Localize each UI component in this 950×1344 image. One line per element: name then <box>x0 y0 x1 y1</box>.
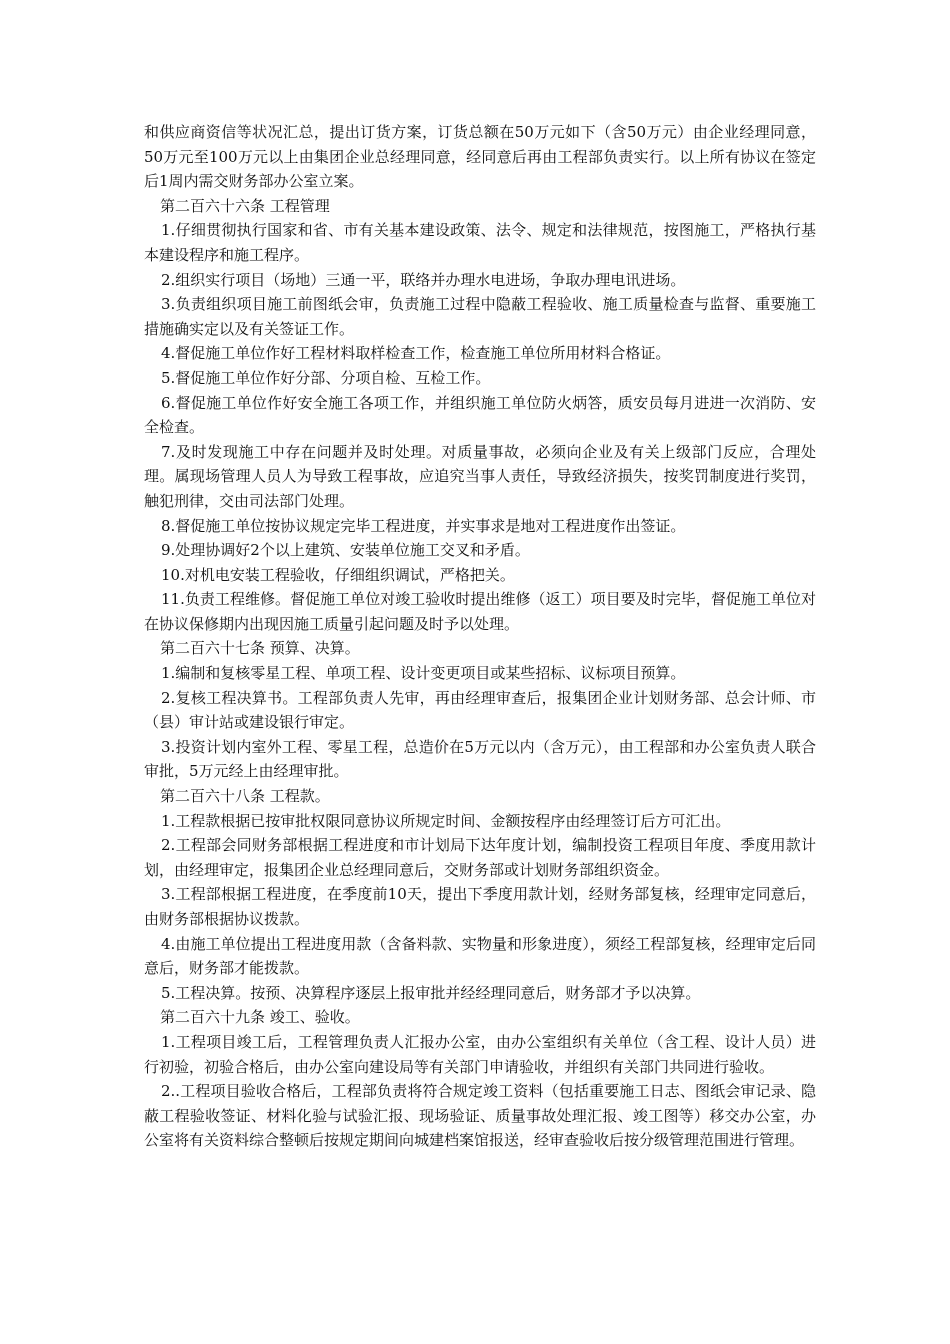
paragraph: 5.工程决算。按预、决算程序逐层上报审批并经经理同意后，财务部才予以决算。 <box>161 983 701 1002</box>
paragraph: 11.负责工程维修。督促施工单位对竣工验收时提出维修（返工）项目要及时完毕，督促施工单位对在协议保修期内出现因施工质量引起问题及时予以处理。 <box>144 590 816 633</box>
paragraph: 3.负责组织项目施工前图纸会审，负责施工过程中隐蔽工程验收、施工质量检查与监督、重要施工措施确实定以及有关签证工作。 <box>144 295 816 338</box>
paragraph: 7.及时发现施工中存在问题并及时处理。对质量事故，必须向企业及有关上级部门反应，合理处理。属现场管理人员人为导致工程事故，应追究当事人责任，导致经济损失，按奖罚制度进行奖罚，触犯刑律，交由司法部门处理。 <box>144 442 816 510</box>
paragraph: 1.仔细贯彻执行国家和省、市有关基本建设政策、法令、规定和法律规范，按图施工，严格执行基本建设程序和施工程序。 <box>144 221 816 264</box>
paragraph: 1.工程项目竣工后，工程管理负责人汇报办公室，由办公室组织有关单位（含工程、设计人员）进行初验，初验合格后，由办公室向建设局等有关部门申请验收，并组织有关部门共同进行验收。 <box>144 1032 816 1076</box>
article-heading: 第二百六十九条 竣工、验收。 <box>160 1008 360 1027</box>
paragraph: 1.工程款根据已按审批权限同意协议所规定时间、金额按程序由经理签订后方可汇出。 <box>161 811 731 830</box>
paragraph: 5.督促施工单位作好分部、分项自检、互检工作。 <box>161 368 491 387</box>
paragraph: 3.投资计划内室外工程、零星工程，总造价在5万元以内（含万元），由工程部和办公室负责人联合审批，5万元经上由经理审批。 <box>144 737 816 781</box>
paragraph: 4.由施工单位提出工程进度用款（含备料款、实物量和形象进度），须经工程部复核，经理审定后同意后，财务部才能拨款。 <box>144 934 816 978</box>
paragraph: 2.工程部会同财务部根据工程进度和市计划局下达年度计划，编制投资工程项目年度、季度用款计划，由经理审定，报集团企业总经理同意后，交财务部或计划财务部组织资金。 <box>144 836 816 879</box>
paragraph: 4.督促施工单位作好工程材料取样检查工作，检查施工单位所用材料合格证。 <box>161 344 671 363</box>
paragraph: 8.督促施工单位按协议规定完毕工程进度，并实事求是地对工程进度作出签证。 <box>161 516 686 535</box>
article-heading: 第二百六十八条 工程款。 <box>160 787 330 806</box>
document-page <box>144 120 816 1153</box>
paragraph: 2..工程项目验收合格后，工程部负责将符合规定竣工资料（包括重要施工日志、图纸会审记录、隐蔽工程验收签证、材料化验与试验汇报、现场验证、质量事故处理汇报、竣工图等）移交办公室，办公室将有关资料综合整顿后按规定期间向城建档案馆报送，经审查验收后按分级管理范围进行管理。 <box>144 1082 816 1150</box>
paragraph: 和供应商资信等状况汇总，提出订货方案，订货总额在50万元如下（含50万元）由企业经理同意，50万元至100万元以上由集团企业总经理同意，经同意后再由工程部负责实行。以上所有协议在签定后1周内需交财务部办公室立案。 <box>144 123 816 191</box>
paragraph: 3.工程部根据工程进度，在季度前10天，提出下季度用款计划，经财务部复核，经理审定同意后，由财务部根据协议拨款。 <box>144 885 816 928</box>
paragraph: 9.处理协调好2个以上建筑、安装单位施工交叉和矛盾。 <box>161 541 530 560</box>
paragraph: 2.复核工程决算书。工程部负责人先审，再由经理审查后，报集团企业计划财务部、总会计师、市（县）审计站或建设银行审定。 <box>144 688 816 732</box>
paragraph: 6.督促施工单位作好安全施工各项工作，并组织施工单位防火炳答，质安员每月进进一次消防、安全检查。 <box>144 393 816 437</box>
paragraph: 2.组织实行项目（场地）三通一平，联络并办理水电进场，争取办理电讯进场。 <box>161 270 686 289</box>
article-heading: 第二百六十六条 工程管理 <box>160 196 330 215</box>
paragraph: 10.对机电安装工程验收，仔细组织调试，严格把关。 <box>161 565 515 584</box>
paragraph: 1.编制和复核零星工程、单项工程、设计变更项目或某些招标、议标项目预算。 <box>161 664 686 683</box>
article-heading: 第二百六十七条 预算、决算。 <box>160 639 360 658</box>
